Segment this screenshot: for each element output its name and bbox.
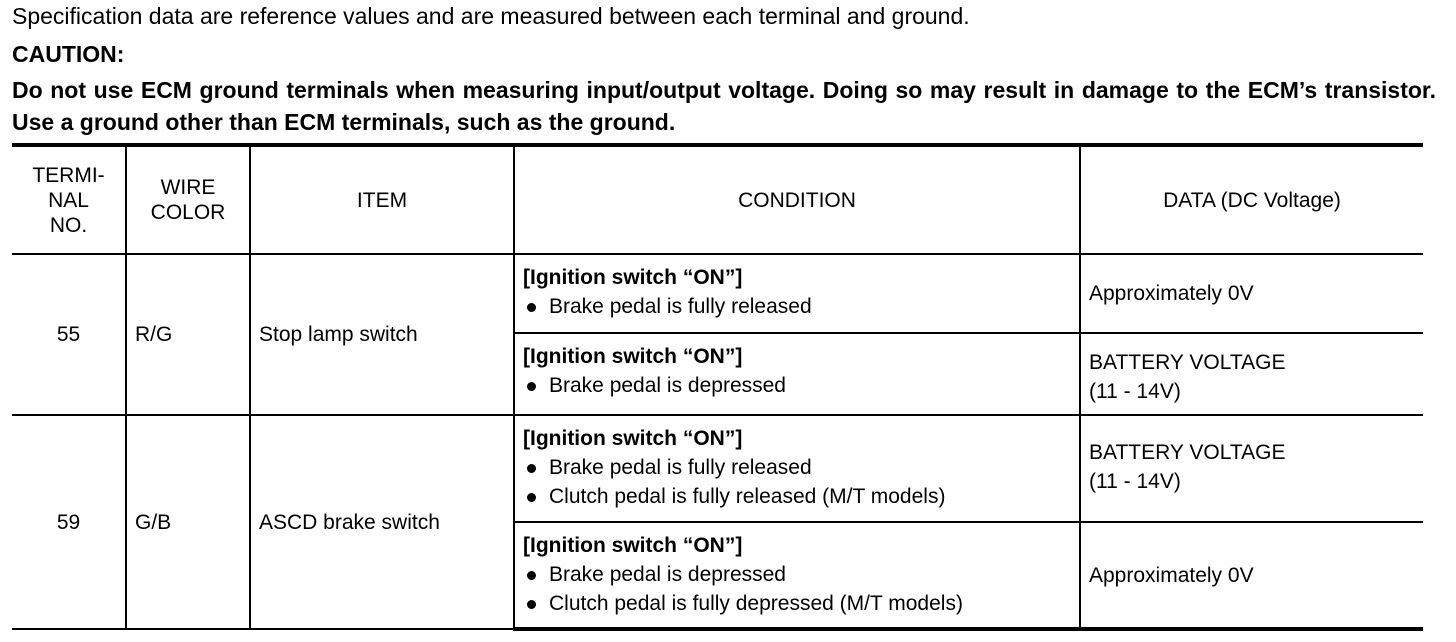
condition-cell: [514, 333, 1080, 415]
spec-note: Specification data are reference values and are measured between each terminal and ground.: [12, 3, 970, 29]
table-row: [12, 254, 1423, 333]
header-condition: CONDITION: [514, 145, 1080, 254]
bullet-icon: [527, 303, 536, 312]
header-item: ITEM: [250, 145, 514, 254]
header-terminal-no: TERMI- NAL NO.: [12, 145, 126, 254]
table-row: [12, 415, 1423, 522]
condition-item: Clutch pedal is fully depressed (M/T models): [523, 589, 1071, 618]
condition-head: [Ignition switch “ON”]: [523, 266, 743, 289]
condition-item: Brake pedal is fully released: [523, 292, 1071, 321]
header-wire-color: WIRE COLOR: [126, 145, 250, 254]
terminal-no-cell: 55: [12, 254, 126, 415]
bullet-icon: [527, 464, 536, 473]
bullet-icon: [527, 382, 536, 391]
bullet-icon: [527, 571, 536, 580]
condition-cell: [514, 254, 1080, 333]
data-cell: Approximately 0V: [1080, 522, 1423, 629]
condition-head: [Ignition switch “ON”]: [523, 345, 743, 368]
condition-item: Brake pedal is fully released: [523, 453, 1071, 482]
bullet-icon: [527, 600, 536, 609]
data-cell: BATTERY VOLTAGE (11 - 14V): [1080, 333, 1423, 415]
bullet-icon: [527, 493, 536, 502]
caution-text: Do not use ECM ground terminals when measuring input/output voltage. Doing so may result in damage to the ECM’s transistor. Use a ground other than ECM terminals, such as the ground.: [12, 77, 1436, 135]
condition-item: Brake pedal is depressed: [523, 371, 1071, 400]
table-header-row: [12, 145, 1423, 254]
caution-title: CAUTION:: [12, 41, 125, 67]
data-cell: Approximately 0V: [1080, 254, 1423, 333]
condition-cell: [514, 522, 1080, 629]
header-data: DATA (DC Voltage): [1080, 145, 1423, 254]
condition-item: Clutch pedal is fully released (M/T models): [523, 482, 1071, 511]
condition-head: [Ignition switch “ON”]: [523, 534, 743, 557]
data-cell: BATTERY VOLTAGE (11 - 14V): [1080, 415, 1423, 522]
condition-cell: [514, 415, 1080, 522]
item-cell: Stop lamp switch: [250, 254, 514, 415]
terminal-spec-table: [12, 143, 1423, 631]
condition-item: Brake pedal is depressed: [523, 560, 1071, 589]
wire-color-cell: G/B: [126, 415, 250, 629]
item-cell: ASCD brake switch: [250, 415, 514, 629]
terminal-no-cell: 59: [12, 415, 126, 629]
wire-color-cell: R/G: [126, 254, 250, 415]
condition-head: [Ignition switch “ON”]: [523, 427, 743, 450]
